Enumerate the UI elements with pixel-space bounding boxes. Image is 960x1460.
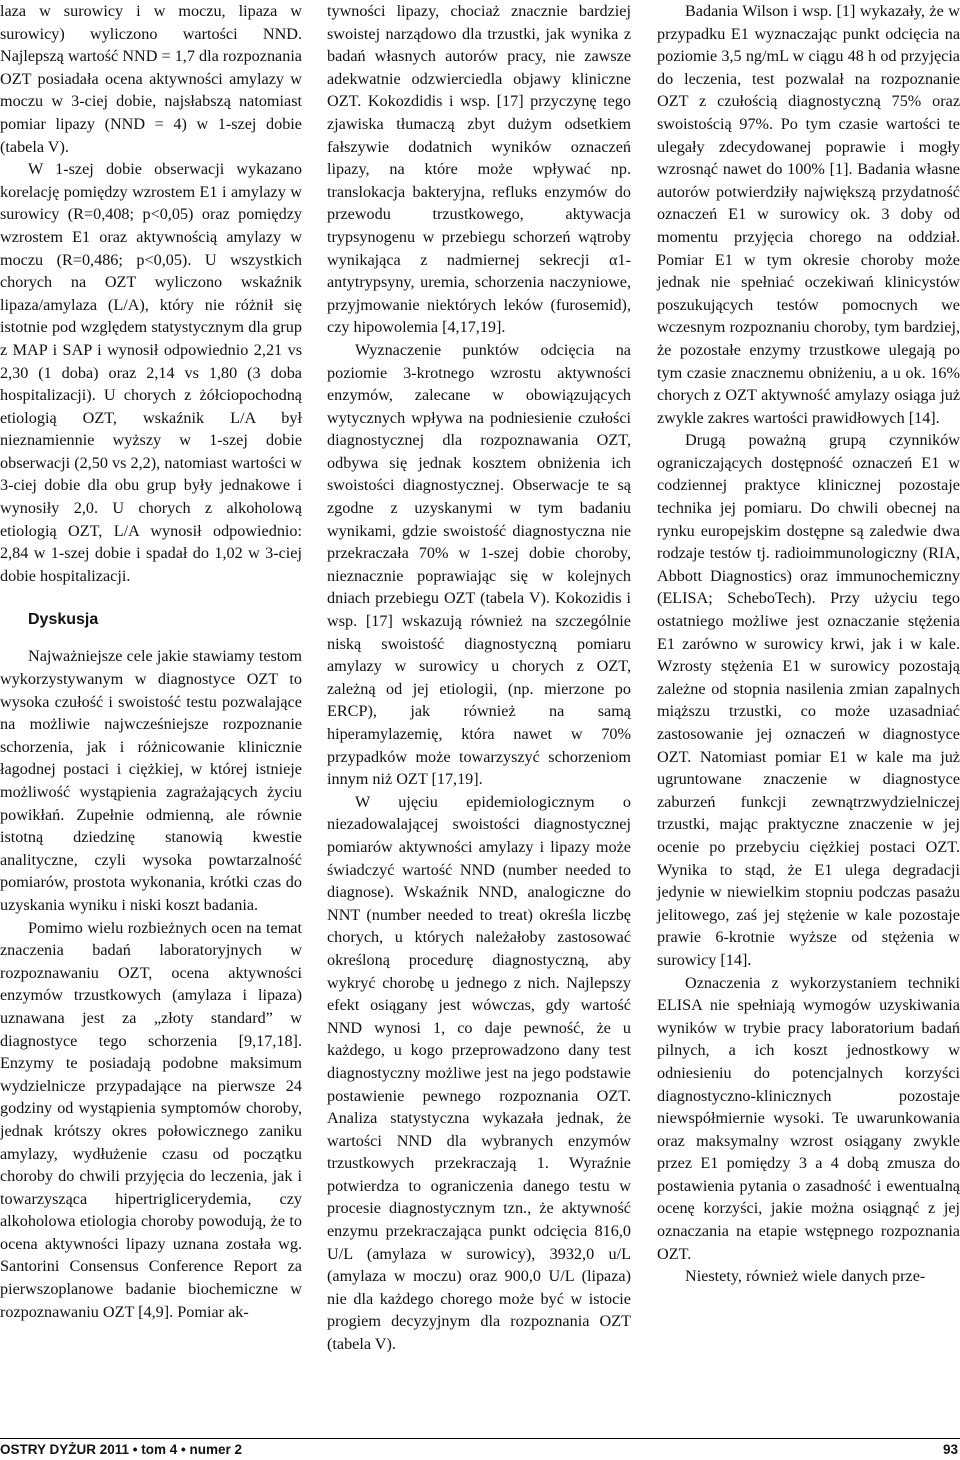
paragraph: Oznaczenia z wykorzystaniem techniki ELISA nie spełniają wymogów uzyskiwania wyników w trybie pracy laboratorium badań pilnych, a ich koszt jednostkowy w odniesieniu do potencjalnych korzyści diagnostyczno-klinicznych pozostaje niewspółmiernie wysoki. Te uwarunkowania oraz maksymalny wzrost osiągany zwykle przez E1 pomiędzy 3 a 4 dobą zmusza do postawienia pytania o zasadność i ewentualną ocenę korzyści, jakie można osiągnąć z jej oznaczania na etapie wstępnego rozpoznania OZT. [657,973,960,1263]
paragraph: W ujęciu epidemiologicznym o niezadowalającej swoistości diagnostycznej pomiarów aktywności amylazy i lipazy może świadczyć wartość NND (number needed to diagnose). Wskaźnik NND, analogiczne do NNT (number needed to treat) określa liczbę chorych, u których należałoby zastosować określoną procedurę diagnostyczną, aby wykryć chorobę u jednego z nich. Najlepszy efekt osiągany jest wówczas, gdy wartość NND wynosi 1, co daje pewność, że u każdego, u kogo przeprowadzono dany test diagnostyczny możliwe jest na jego podstawie postawienie pewnego rozpoznania OZT. Analiza statystyczna wykazała jednak, że wartości NND dla wybranych enzymów trzustkowych przekraczają 1. Wyraźnie potwierdza to ograniczenia danego testu w procesie diagnostycznym tzn., że aktywność enzymu przekraczająca punkt odcięcia 816,0 U/L (amylaza w surowicy), 3932,0 u/L (amylaza w moczu) oraz 900,0 U/L (lipaza) nie dla każdego chorego może być w istocie progiem decyzyjnym dla rozpoznania OZT (tabela V). [327,792,631,1354]
paragraph-continued: laza w surowicy i w moczu, lipaza w surowicy) wyliczono wartości NND. Najlepszą wartość NND = 1,7 dla rozpoznania OZT posiadała ocena aktywności amylazy w moczu w 3-ciej dobie, najsłabszą natomiast pomiar lipazy (NND = 4) w 1-szej dobie (tabela V). [0,2,302,156]
page-footer [0,1438,960,1460]
paragraph: Niestety, również wiele danych prze- [685,1267,926,1286]
journal-issue-info: OSTRY DYŻUR 2011 • tom 4 • numer 2 [0,1442,243,1457]
paragraph: Drugą poważną grupą czynników ograniczających dostępność oznaczeń E1 w codziennej praktyce klinicznej pozostaje technika jej pomiaru. Do chwili obecnej na rynku europejskim dostępne są zaledwie dwa rodzaje testów tj. radioimmunologiczny (RIA, Abbott Diagnostics) oraz immunochemiczny (ELISA; ScheboTech). Przy użyciu tego ostatniego możliwe jest oznaczanie stężenia E1 zarówno w surowicy krwi, jak i w kale. Wzrosty stężenia E1 w surowicy pozostają zależne od stopnia nasilenia zmian zapalnych miąższu trzustki, co może uzasadniać zastosowanie jej oznaczeń w diagnostyce OZT. Natomiast pomiar E1 w kale ma już ugruntowane znaczenie w diagnostyce zaburzeń funkcji zewnątrzwydzielniczej trzustki, mając praktyczne znaczenie w jej ocenie po przebyciu ciężkiej postaci OZT. Wynika to stąd, że E1 ulega degradacji jedynie w niewielkim stopniu podczas pasażu jelitowego, zaś jej stężenie w kale pozostaje prawie 6-krotnie wyższe od stężenia w surowicy [14]. [657,431,960,969]
paragraph: Najważniejsze cele jakie stawiamy testom wykorzystywanym w diagnostyce OZT to wysoka czułość i swoistość testu pozwalające na możliwie najwcześniejsze rozpoznanie schorzenia, jak i różnicowanie klinicznie łagodnej postaci i ciężkiej, w której istnieje możliwość wystąpienia zagrażających życiu powikłań. Zupełnie odmienną, ale równie istotną dziedzinę stanowią kwestie analityczne, czyli wysoka powtarzalność pomiarów, prostota wykonania, krótki czas do uzyskania wyniku i niski koszt badania. [0,647,302,914]
paragraph: Wyznaczenie punktów odcięcia na poziomie 3-krotnego wzrostu aktywności enzymów, zalecane w obowiązujących wytycznych wpływa na podniesienie czułości diagnostycznej dla rozpoznawania OZT, odbywa się jednak kosztem obniżenia ich swoistości diagnostycznej. Obserwacje te są zgodne z uzyskanymi w tym badaniu wynikami, gdzie swoistość diagnostyczna nie przekraczała 70% w 1-szej dobie choroby, nieznacznie poprawiając się w kolejnych dniach przebiegu OZT (tabela V). Kokozidis i wsp. [17] wskazują również na szczególnie niską swoistość diagnostyczną pomiaru amylazy w surowicy u chorych z OZT, zależną od jej etiologii, (np. mierzone po ERCP), jak również na samą hiperamylazemię, która nawet w 70% przypadków może towarzyszyć schorzeniom innym niż OZT [17,19]. [327,340,631,789]
paragraph-continued: tywności lipazy, chociaż znacznie bardziej swoistej narządowo dla trzustki, jak wynika z badań własnych autorów pracy, nie zawsze adekwatnie odzwierciedla objawy kliniczne OZT. Kokozdidis i wsp. [17] przyczynę tego zjawiska tłumaczą zbyt dużym odsetkiem fałszywie dodatnich wyników oznaczeń lipazy, na które może wpływać np. translokacja bakteryjna, refluks enzymów do przewodu trzustkowego, aktywacja trypsynogenu w przebiegu schorzeń wątroby wynikająca z nadmiernej sekrecji α1-antytrypsyny, uremia, schorzenia naczyniowe, przyjmowanie niektórych leków (furosemid), czy hipowolemia [4,17,19]. [327,2,631,337]
page-number: 93 [942,1442,958,1457]
paragraph: Pomimo wielu rozbieżnych ocen na temat znaczenia badań laboratoryjnych w rozpoznawaniu OZT, ocena aktywności enzymów trzustkowych (amylaza i lipaza) uznawana jest za „złoty standard” w diagnostyce tego schorzenia [9,17,18]. Enzymy te posiadają podobne maksimum wydzielnicze przypadające na pierwsze 24 godziny od wystąpienia symptomów choroby, jednak krótszy okres połowicznego zaniku amylazy, wydłużenie czasu od początku choroby do chwili przyjęcia do leczenia, jak i towarzysząca hipertriglicerydemia, czy alkoholowa etiologia choroby powodują, że to ocena aktywności lipazy uznana została wg. Santorini Consensus Conference Report za pierwszoplanowe badanie biochemiczne w rozpoznawaniu OZT [4,9]. Pomiar ak- [0,918,302,1321]
text-column-3 [657,0,960,1288]
paragraph: Badania Wilson i wsp. [1] wykazały, że w przypadku E1 wyznaczając punkt odcięcia na poziomie 3,5 ng/mL w ciągu 48 h od przyjęcia do leczenia, test pozwalał na rozpoznanie OZT z czułością diagnostyczną 75% oraz swoistością 97%. Po tym czasie wartości te ulegały zdecydowanej poprawie i mogły wzrosnąć nawet do 100% [1]. Badania własne autorów potwierdziły największą przydatność oznaczeń E1 w surowicy ok. 3 doby od momentu przyjęcia chorego na oddział. Pomiar E1 w tym okresie choroby może jednak nie spełniać oczekiwań klinicystów poszukujących testów pomocnych we wczesnym rozpoznaniu choroby, tym bardziej, że pozostałe enzymy trzustkowe ulegają po tym czasie znacznemu obniżeniu, a u ok. 16% chorych z OZT aktywność amylazy osiąga już zwykle zakres wartości prawidłowych [14]. [657,2,960,427]
paragraph: W 1-szej dobie obserwacji wykazano korelację pomiędzy wzrostem E1 i amylazy w surowicy (R=0,408; p<0,05) oraz pomiędzy wzrostem E1 oraz aktywnością amylazy w moczu (R=0,486; p<0,05). U wszystkich chorych na OZT wyliczono wskaźnik lipaza/amylaza (L/A), który nie różnił się istotnie pod względem statystycznym dla grup z MAP i SAP i wynosił odpowiednio 2,21 vs 2,30 (1 doba) oraz 2,14 vs 1,80 (3 doba hospitalizacji). U chorych z żółciopochodną etiologią OZT, wskaźnik L/A był nieznamiennie wyższy w 1-szej dobie obserwacji (2,50 vs 2,2), natomiast wartości w 3-ciej dobie dla obu grup były jednakowe i wynosiły 2,0. U chorych z alkoholową etiologią OZT, L/A wynosił odpowiednio: 2,84 w 1-szej dobie i spadał do 1,02 w 3-ciej dobie hospitalizacji. [0,160,302,585]
section-heading-dyskusja: Dyskusja [28,611,99,629]
footer-rule [0,1438,960,1439]
text-column-1 [0,0,302,1323]
text-column-2 [327,0,631,1356]
